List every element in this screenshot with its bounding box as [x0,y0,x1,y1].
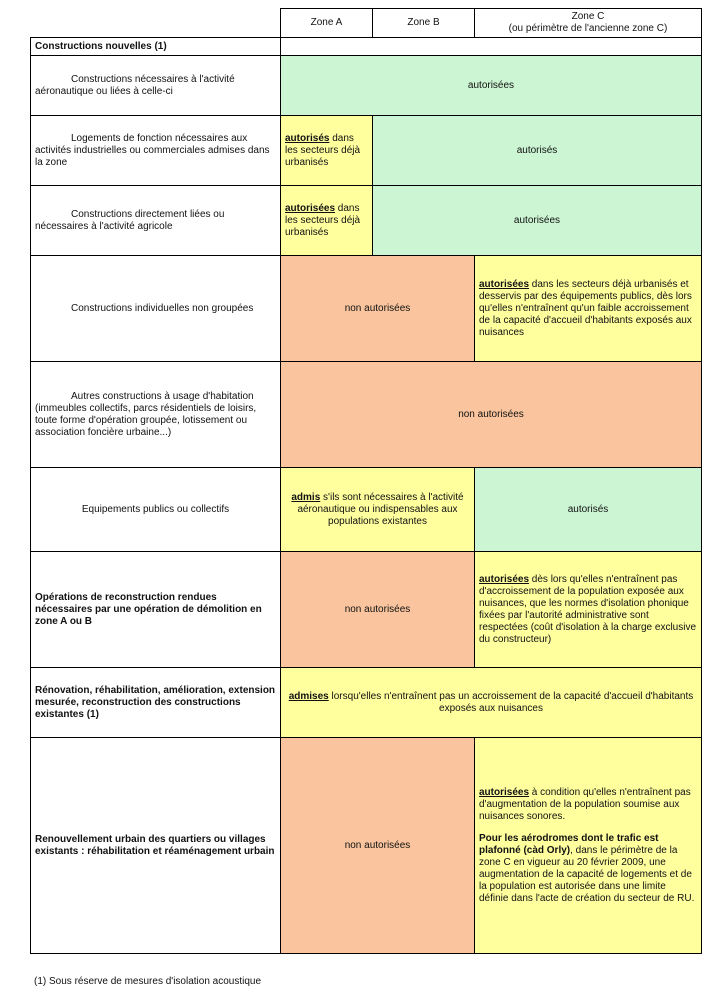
table-row [31,186,702,256]
row-label-renovation: Rénovation, réhabilitation, amélioration, extension mesurée, reconstruction des constructions existantes (1) [31,668,281,738]
cell-c-equipements: autorisés [475,468,702,552]
cell-paragraph [479,833,697,905]
cell-text: à condition qu'elles n'entraînent pas d'augmentation de la population soumise aux nuisances sonores. [479,786,691,822]
table-row [31,256,702,362]
cell-keyword: autorisées [285,202,336,214]
row-label-renouvellement: Renouvellement urbain des quartiers ou villages existants : réhabilitation et réaménagement urbain [31,738,281,954]
cell-text: dans les secteurs déjà urbanisés [285,132,361,168]
table-row [31,116,702,186]
cell-text: dans les secteurs déjà urbanisés [285,202,361,238]
cell-keyword: autorisées [479,573,530,585]
header-zone-a: Zone A [281,9,373,38]
section-row [31,38,702,56]
row-label-individuelles: Constructions individuelles non groupées [31,256,281,362]
zoning-rules-table [30,8,702,954]
row-label-logements-fonction: Logements de fonction nécessaires aux activités industrielles ou commerciales admises dans la zone [31,116,281,186]
row-label-equipements: Equipements publics ou collectifs [31,468,281,552]
table-row [31,738,702,954]
header-zone-c [475,9,702,38]
cell-keyword: autorisés [285,132,330,144]
cell-abc-autres-habitation: non autorisées [281,362,702,468]
cell-ab-reconstruction: non autorisées [281,552,475,668]
cell-ab-individuelles: non autorisées [281,256,475,362]
table-row [31,668,702,738]
row-label-agricole: Constructions directement liées ou nécessaires à l'activité agricole [31,186,281,256]
header-zone-c-title: Zone C [571,11,605,22]
cell-text: lorsqu'elles n'entraînent pas un accroissement de la capacité d'accueil d'habitants exposés aux nuisances [328,690,694,714]
cell-keyword: autorisées [479,278,530,290]
cell-bc-logements-fonction: autorisés [373,116,702,186]
cell-c-renouvellement [475,738,702,954]
header-row [31,9,702,38]
cell-abc-renovation [281,668,702,738]
cell-text: s'ils sont nécessaires à l'activité aéronautique ou indispensables aux populations existantes [297,491,464,527]
cell-text: , dans le périmètre de la zone C en vigueur au 20 février 2009, une augmentation de la capacité de logements et de la population est autorisée dans une limite définie dans l'acte de création du secteur de RU. [479,844,695,904]
cell-abc-aeronautique: autorisées [281,56,702,116]
footnote: (1) Sous réserve de mesures d'isolation acoustique [34,976,262,987]
cell-a-logements-fonction [281,116,373,186]
table-row [31,552,702,668]
cell-c-reconstruction [475,552,702,668]
row-label-reconstruction: Opérations de reconstruction rendues nécessaires par une opération de démolition en zone A ou B [31,552,281,668]
cell-ab-renouvellement: non autorisées [281,738,475,954]
table-row [31,468,702,552]
cell-a-agricole [281,186,373,256]
header-empty-cell [31,9,281,38]
cell-keyword: admis [291,491,321,503]
section-title: Constructions nouvelles (1) [31,38,281,56]
header-zone-b: Zone B [373,9,475,38]
cell-bc-agricole: autorisées [373,186,702,256]
table-row [31,56,702,116]
cell-ab-equipements [281,468,475,552]
table-row [31,362,702,468]
cell-c-individuelles [475,256,702,362]
cell-keyword: autorisées [479,786,530,798]
cell-paragraph [479,787,697,823]
row-label-autres-habitation: Autres constructions à usage d'habitation (immeubles collectifs, parcs résidentiels de loisirs, toute forme d'opération groupée, lotissement ou association foncière urbaine...) [31,362,281,468]
cell-text: dès lors qu'elles n'entraînent pas d'accroissement de la population exposée aux nuisances, que les normes d'isolation phonique fixées par l'autorité administrative sont respectées (coût d'isolation à la charge exclusive du constructeur) [479,573,697,645]
section-empty-cell [281,38,702,56]
cell-keyword: Pour les aérodromes dont le trafic est plafonné (càd Orly) [479,832,659,856]
header-zone-c-subtitle: (ou périmètre de l'ancienne zone C) [508,23,668,34]
cell-keyword: admises [288,690,329,702]
cell-text: dans les secteurs déjà urbanisés et desservis par des équipements publics, dès lors qu'elles n'entraînent qu'un faible accroissement de la capacité d'accueil d'habitants exposés aux nuisances [479,278,692,338]
row-label-aeronautique: Constructions nécessaires à l'activité aéronautique ou liées à celle-ci [31,56,281,116]
